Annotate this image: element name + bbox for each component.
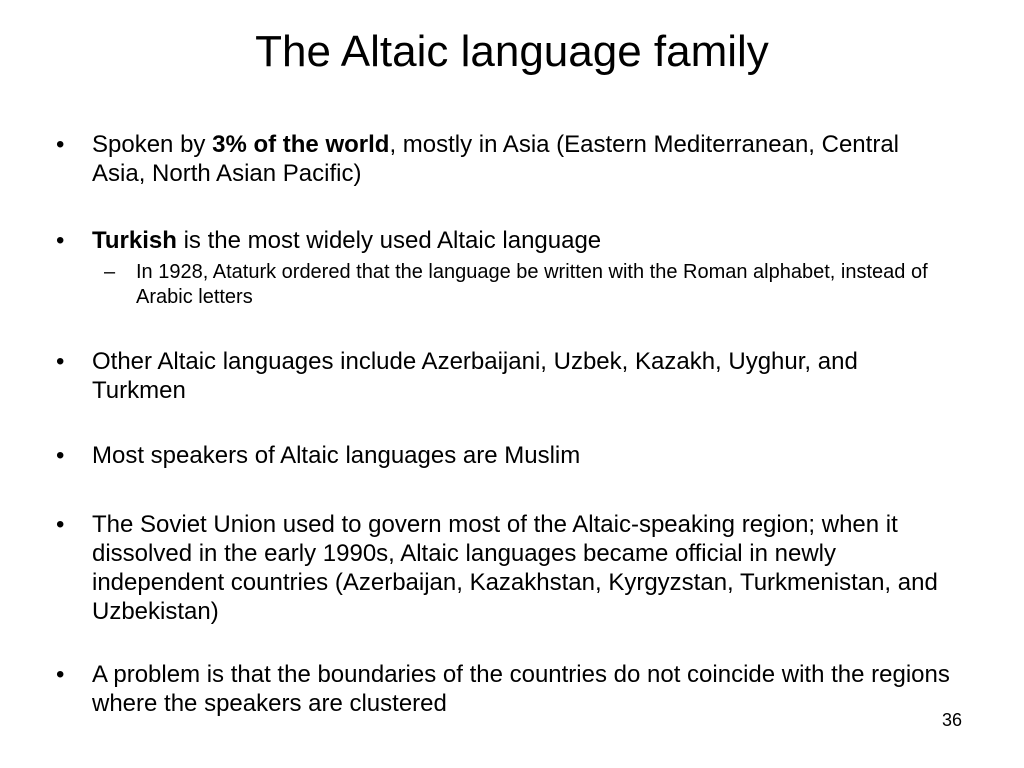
bullet-text-post: , mostly in Asia (Eastern Mediterranean, Central Asia, North Asian Pacific) [92,131,899,187]
bullet-text: Most speakers of Altaic languages are Muslim [92,442,581,469]
bullet-text-bold: 3% of the world [212,131,390,158]
page-number: 36 [941,710,962,730]
bullet-text [92,130,956,188]
bullet-text: Other Altaic languages include Azerbaijani, Uzbek, Kazakh, Uyghur, and Turkmen [92,348,858,404]
bullet-item-2 [56,226,956,255]
bullet-dot-icon: • [56,661,65,688]
bullet-dot-icon: • [56,511,65,538]
bullet-text: The Soviet Union used to govern most of the Altaic-speaking region; when it dissolved in the early 1990s, Altaic languages became official in newly independent countries (Azerbaijan, Kazakhstan, Kyrgyzstan, Turkmenistan, and Uzbekistan) [92,511,938,625]
bullet-text-pre: Spoken by [92,131,213,158]
bullet-text-post: is the most widely used Altaic language [176,227,602,254]
bullet-item-5 [56,510,956,626]
bullet-item-1 [56,130,956,188]
bullet-text-bold: Turkish [92,227,177,254]
dash-icon: – [104,261,116,283]
bullet-item-3 [56,347,956,405]
bullet-item-4 [56,441,956,470]
bullet-dot-icon: • [56,442,65,469]
bullet-dot-icon: • [56,131,65,158]
bullet-text: A problem is that the boundaries of the countries do not coincide with the regions where the speakers are clustered [92,661,950,717]
bullet-dot-icon: • [56,348,65,375]
bullet-dot-icon: • [56,227,65,254]
sub-bullet-item [104,260,934,310]
sub-bullet-text: In 1928, Ataturk ordered that the language be written with the Roman alphabet, instead of Arabic letters [136,261,928,308]
bullet-item-6 [56,660,956,718]
slide-title: The Altaic language family [255,27,769,76]
bullet-text [92,226,956,255]
